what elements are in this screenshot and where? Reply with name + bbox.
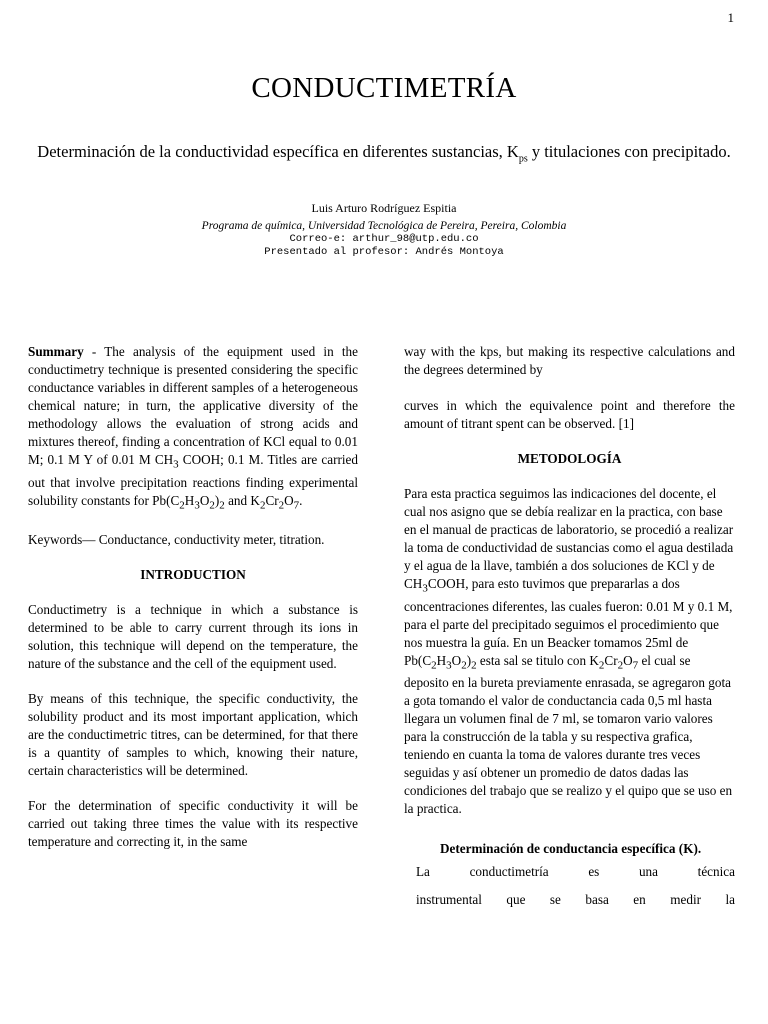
subtitle-text-end: y titulaciones con precipitado. <box>527 142 731 161</box>
formula-part: H <box>184 492 195 508</box>
author-block <box>0 201 768 259</box>
subscript: 3 <box>194 499 200 512</box>
page-title: CONDUCTIMETRÍA <box>251 72 517 104</box>
metodo-text: esta sal se titulo con K <box>476 652 599 668</box>
intro-paragraph-1: Conductimetry is a technique in which a substance is determined to be able to carry current through its ions in solution, this technique will depend on the temperature, the nature of the substance and the cell of the equipment used. <box>28 602 358 672</box>
subscript: 2 <box>598 659 605 672</box>
subtitle-subscript: ps <box>518 153 528 165</box>
formula-part: Cr <box>265 492 279 508</box>
subscript: 2 <box>278 499 285 512</box>
formula-part: ) <box>214 492 220 508</box>
email: Correo-e: arthur_98@utp.edu.co <box>289 233 479 245</box>
subscript: 7 <box>632 659 639 672</box>
subscript: 2 <box>209 499 215 512</box>
subscript: 3 <box>446 659 452 672</box>
subscript: 2 <box>259 499 266 512</box>
metodo-text: Para esta practica seguimos las indicaciones del docente, el cual nos asigno que se debía realizar en la practica, con base en el manual de practicas de laboratorio, se procedió a realizar la toma de conductividad de sustancias como el agua destilada y el agua de la llave, también a dos soluciones de KCl y de CH <box>404 486 734 591</box>
keywords: Keywords— Conductance, conductivity meter, titration. <box>28 532 325 548</box>
summary-text-b: COOH; 0.1 M. Titles are carried out that involve precipitation reactions finding experimental solubility constants for Pb(C <box>28 452 358 508</box>
subscript: 7 <box>293 499 300 512</box>
subscript: 2 <box>461 659 467 672</box>
subscript: 3 <box>422 582 428 595</box>
summary-label: Summary <box>28 344 84 359</box>
formula-part: O <box>284 492 294 508</box>
subscript: 2 <box>219 499 225 512</box>
subtitle <box>34 141 734 169</box>
subsection-heading: Determinación de conductancia específica (K). <box>440 841 702 857</box>
subscript: 3 <box>173 458 179 471</box>
subscript: 2 <box>471 659 477 672</box>
formula-part: O <box>623 652 633 668</box>
intro-paragraph-3: For the determination of specific conductivity it will be carried out taking three times the value with its respective temperature and correcting it, in the same <box>28 798 358 850</box>
author-name: Luis Arturo Rodríguez Espitia <box>311 201 457 215</box>
summary-text: - The analysis of the equipment used in the conductimetry technique is presented considering the specific conductance variables in different samples of a heterogeneous chemical nature; in turn, the applicative diversity of the methodology allows the evaluation of strong acids and mixtures thereof, finding a concentration of KCl equal to 0.01 M; 0.1 M Y of 0.01 M CH <box>28 344 358 467</box>
metodologia-paragraph <box>404 485 735 818</box>
formula-part: O <box>199 492 210 508</box>
subscript: 2 <box>617 659 624 672</box>
metodo-text: COOH, para esto tuvimos que prepararlas a dos concentraciones diferentes, las cuales fueron: 0.01 M y 0.1 M, para el parte del precipitado seguimos el procedimiento que nos muestra la guía. En un Beacker tomamos 25ml de Pb(C <box>404 576 733 668</box>
continued-paragraph-2: curves in which the equivalence point and therefore the amount of titrant spent can be observed. [1] <box>404 398 735 431</box>
closing-line-1: La conductimetría es una técnica <box>416 864 735 880</box>
subscript: 2 <box>431 659 437 672</box>
introduction-heading: INTRODUCTION <box>140 567 246 583</box>
formula-part: ) <box>466 652 472 668</box>
left-column <box>28 343 358 868</box>
summary-paragraph <box>28 343 358 514</box>
affiliation: Programa de química, Universidad Tecnológica de Pereira, Pereira, Colombia <box>201 220 567 232</box>
formula-part: O <box>451 652 462 668</box>
intro-paragraph-2: By means of this technique, the specific conductivity, the solubility product and its most important application, which are the conductimetric titres, can be determined, for that there is a quantity of samples to which, knowing their nature, certain characteristics will be determined. <box>28 691 358 779</box>
metodo-text: el cual se deposito en la bureta previamente enrasada, se agregaron gota a gota tomando el valor de conductancia cada 0,5 ml hasta llegara un volumen final de 7 ml, se tomaron vario valores para la construcción de la tabla y su respectiva grafica, teniendo en cuanta la toma de valores durante tres veces seguidas y así obtener un promedio de datos dadas las condiciones del trabajo que se realizo y el quipo que se uso en la practica. <box>404 652 733 817</box>
presented-to: Presentado al profesor: Andrés Montoya <box>264 246 504 258</box>
formula-part: and K <box>224 492 260 508</box>
page-number: 1 <box>727 10 734 25</box>
closing-line-2: instrumental que se basa en medir la <box>416 892 735 908</box>
right-column <box>404 343 735 914</box>
formula-part: Cr <box>604 652 618 668</box>
subtitle-text: Determinación de la conductividad específica en diferentes sustancias, K <box>37 142 519 161</box>
formula-part: . <box>299 492 303 508</box>
metodologia-heading: METODOLOGÍA <box>517 451 622 466</box>
continued-paragraph: way with the kps, but making its respective calculations and the degrees determined by <box>404 344 735 377</box>
subscript: 2 <box>179 499 185 512</box>
formula-part: H <box>436 652 447 668</box>
